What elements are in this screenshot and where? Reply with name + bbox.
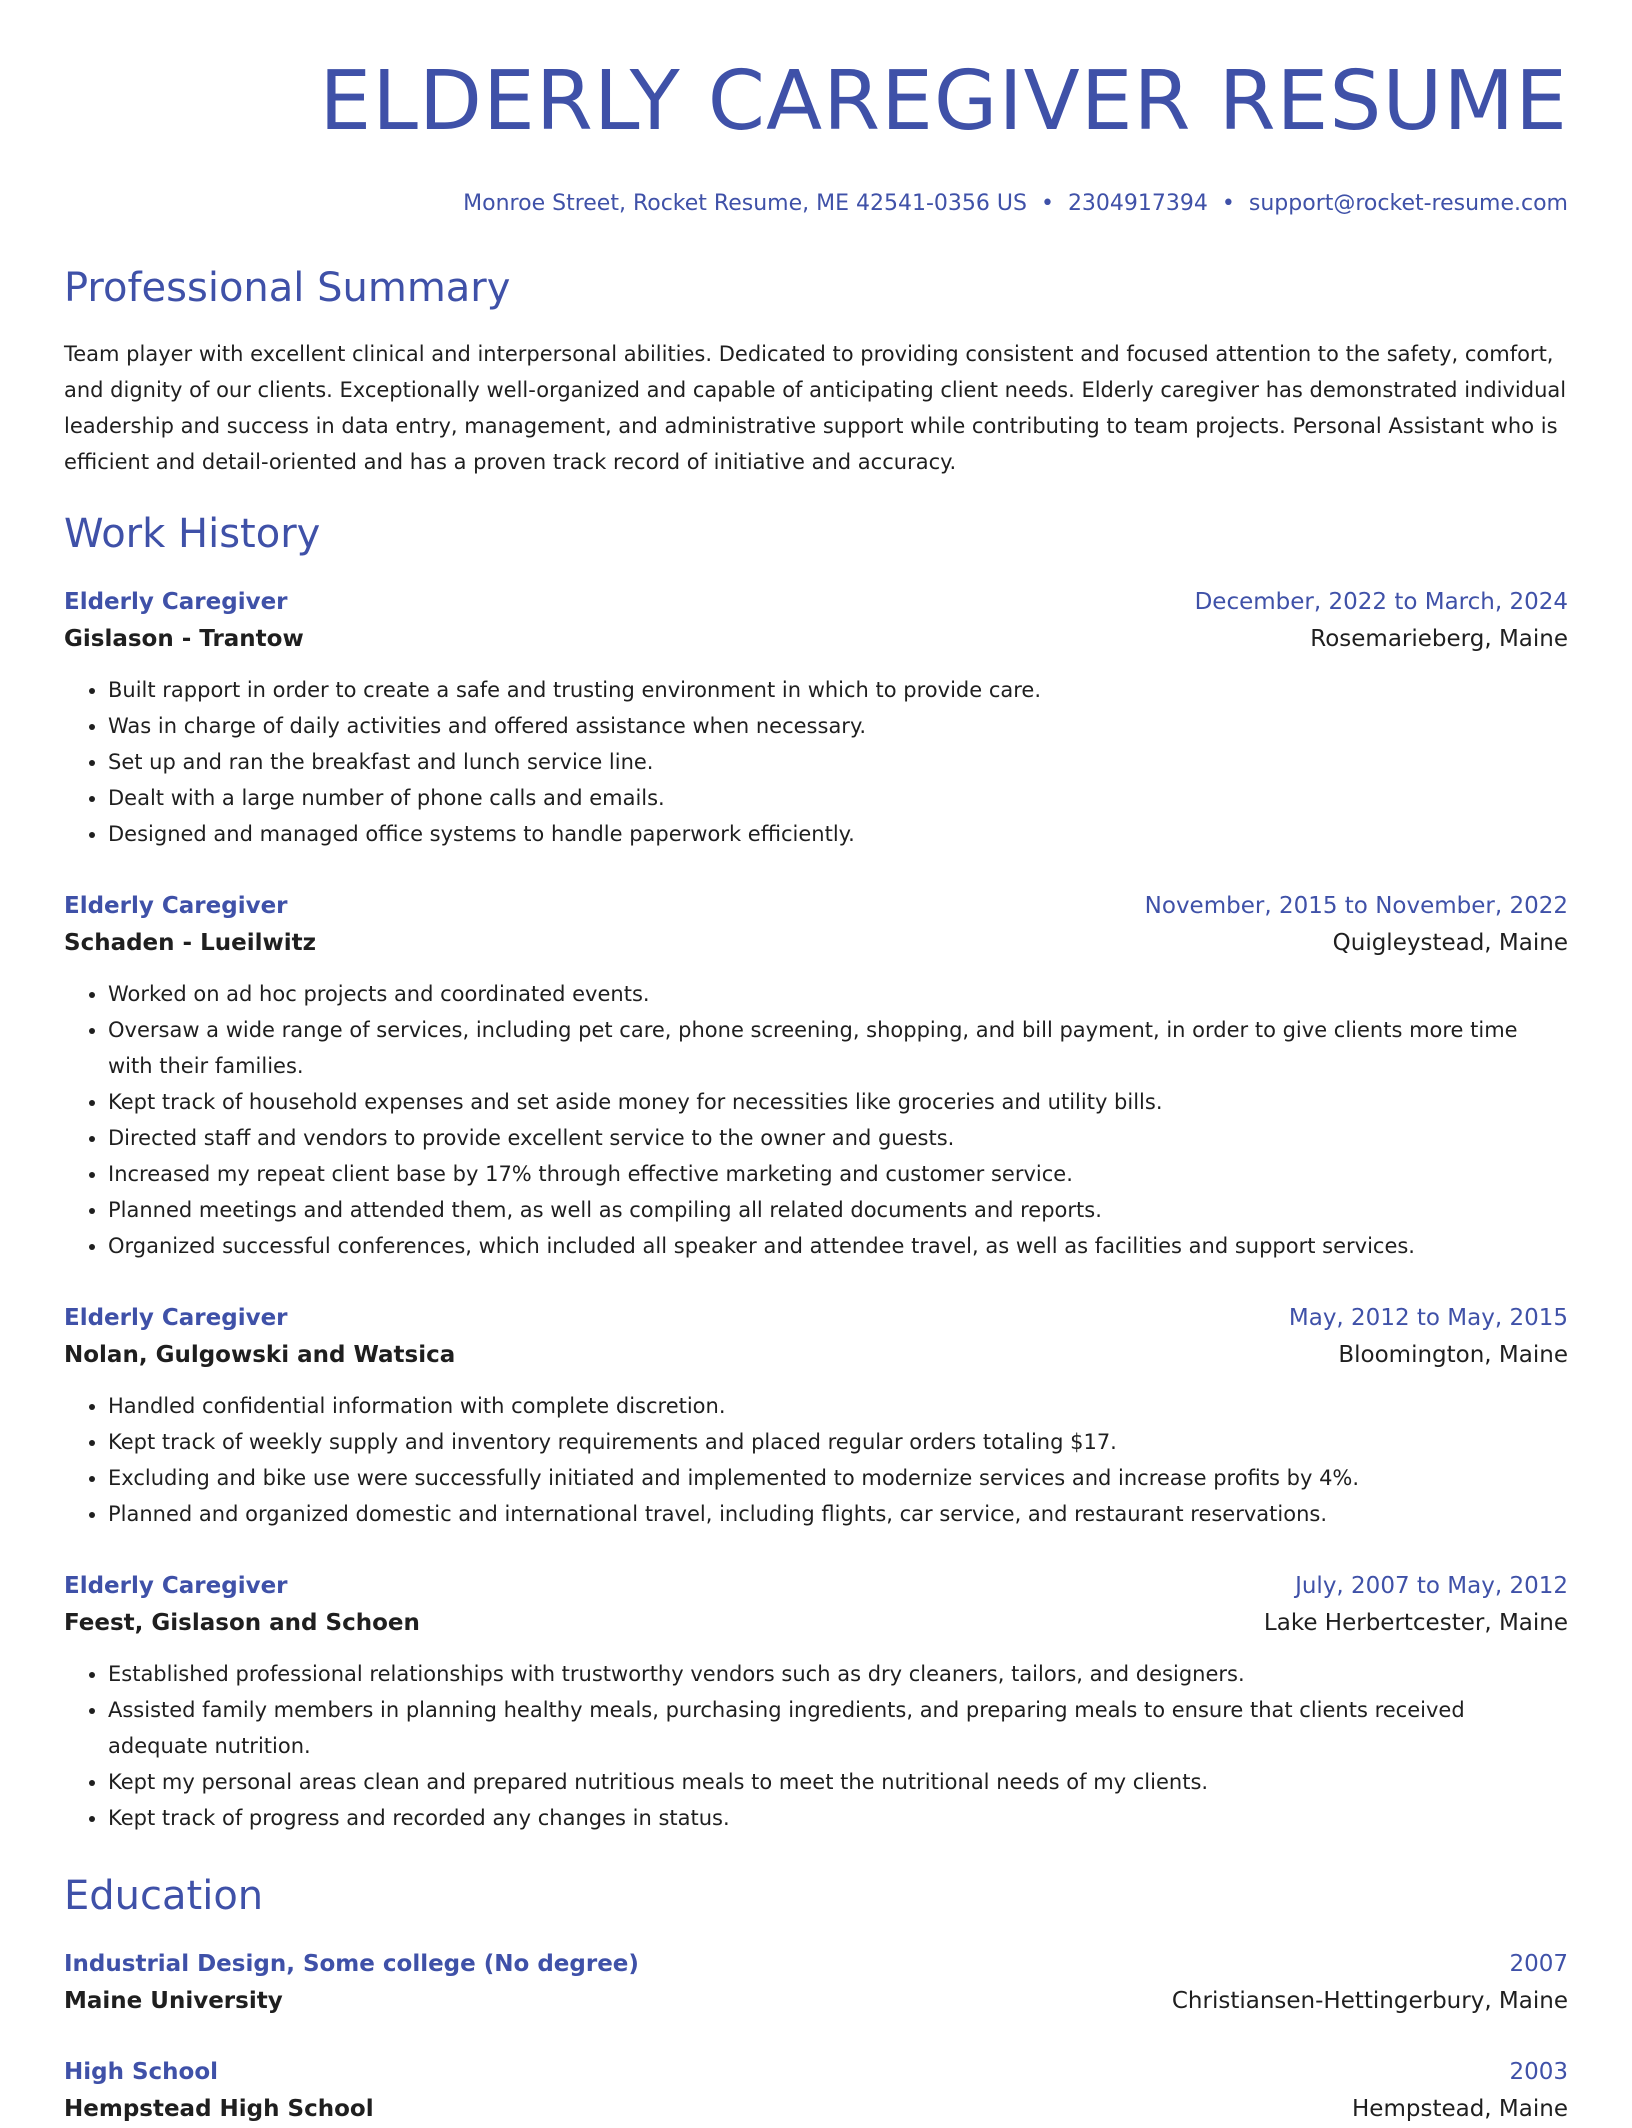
job-company: Schaden - Lueilwitz <box>64 930 317 956</box>
job-dates: July, 2007 to May, 2012 <box>1295 1573 1568 1599</box>
job-bullet-item: • Built rapport in order to create a safe and trusting environment in which to provide care. <box>108 672 1568 708</box>
education-entry <box>64 1946 1568 2020</box>
education-year: 2003 <box>1509 2059 1568 2085</box>
education-school-row <box>64 2090 1568 2128</box>
job-entry <box>64 584 1568 852</box>
resume-title: ELDERLY CAREGIVER RESUME <box>319 54 1568 149</box>
job-bullet-item: • Was in charge of daily activities and offered assistance when necessary. <box>108 708 1568 744</box>
job-bullet-item: • Set up and ran the breakfast and lunch service line. <box>108 744 1568 780</box>
job-bullet-item: • Kept track of progress and recorded any changes in status. <box>108 1800 1568 1836</box>
job-dates: November, 2015 to November, 2022 <box>1144 893 1568 919</box>
job-bullet-item: • Assisted family members in planning healthy meals, purchasing ingredients, and preparing meals to ensure that clients received adequate nutrition. <box>108 1692 1568 1764</box>
education-entry <box>64 2054 1568 2128</box>
contact-address: Monroe Street, Rocket Resume, ME 42541-0356 US <box>463 191 1027 216</box>
work-history-list <box>64 584 1568 1836</box>
job-bullet-item: • Kept track of household expenses and set aside money for necessities like groceries and utility bills. <box>108 1084 1568 1120</box>
education-degree: High School <box>64 2059 219 2085</box>
job-entry <box>64 1300 1568 1532</box>
education-heading: Education <box>64 1873 264 1919</box>
job-company-row <box>64 1604 1568 1642</box>
education-school: Hempstead High School <box>64 2096 374 2122</box>
job-dates: December, 2022 to March, 2024 <box>1194 589 1568 615</box>
job-bullet-item: • Directed staff and vendors to provide excellent service to the owner and guests. <box>108 1120 1568 1156</box>
job-bullet-item: • Designed and managed office systems to handle paperwork efficiently. <box>108 816 1568 852</box>
job-location: Quigleystead, Maine <box>1332 930 1568 956</box>
job-bullet-item: • Kept my personal areas clean and prepared nutritious meals to meet the nutritional needs of my clients. <box>108 1764 1568 1800</box>
contact-separator: • <box>1221 191 1235 216</box>
summary-text: Team player with excellent clinical and interpersonal abilities. Dedicated to providing consistent and focused attention to the safety, comfort, and dignity of our clients. Exceptionally well-organized and capable of anticipating client needs. Elderly caregiver has demonstrated individual leadership and success in data entry, management, and administrative support while contributing to team projects. Personal Assistant who is efficient and detail-oriented and has a proven track record of initiative and accuracy. <box>64 342 1567 474</box>
job-company: Gislason - Trantow <box>64 626 304 652</box>
job-bullets <box>64 976 1568 1264</box>
education-location: Christiansen-Hettingerbury, Maine <box>1171 1988 1568 2014</box>
job-company-row <box>64 924 1568 962</box>
education-location: Hempstead, Maine <box>1352 2096 1568 2122</box>
job-title: Elderly Caregiver <box>64 1305 288 1331</box>
job-location: Bloomington, Maine <box>1338 1342 1568 1368</box>
job-bullet-item: • Planned and organized domestic and international travel, including flights, car service, and restaurant reservations. <box>108 1496 1568 1532</box>
job-bullets <box>64 1656 1568 1836</box>
education-list <box>64 1946 1568 2128</box>
job-bullet-item: • Handled confidential information with complete discretion. <box>108 1388 1568 1424</box>
job-title: Elderly Caregiver <box>64 893 288 919</box>
education-degree: Industrial Design, Some college (No degree) <box>64 1951 639 1977</box>
job-header-row <box>64 584 1568 620</box>
job-bullet-item: • Organized successful conferences, which included all speaker and attendee travel, as well as facilities and support services. <box>108 1228 1568 1264</box>
job-bullet-item: • Established professional relationships with trustworthy vendors such as dry cleaners, tailors, and designers. <box>108 1656 1568 1692</box>
summary-heading: Professional Summary <box>64 265 511 311</box>
job-bullet-item: • Increased my repeat client base by 17% through effective marketing and customer service. <box>108 1156 1568 1192</box>
resume-page <box>64 0 1568 2128</box>
job-entry <box>64 1568 1568 1836</box>
job-bullet-item: • Dealt with a large number of phone calls and emails. <box>108 780 1568 816</box>
job-bullet-item: • Oversaw a wide range of services, including pet care, phone screening, shopping, and bill payment, in order to give clients more time with their families. <box>108 1012 1568 1084</box>
contact-line <box>64 188 1568 220</box>
contact-phone: 2304917394 <box>1067 191 1208 216</box>
job-dates: May, 2012 to May, 2015 <box>1288 1305 1568 1331</box>
job-header-row <box>64 1568 1568 1604</box>
job-company: Feest, Gislason and Schoen <box>64 1610 420 1636</box>
contact-email: support@rocket-resume.com <box>1248 191 1568 216</box>
education-header-row <box>64 1946 1568 1982</box>
job-bullet-item: • Planned meetings and attended them, as well as compiling all related documents and reports. <box>108 1192 1568 1228</box>
job-bullets <box>64 1388 1568 1532</box>
job-location: Lake Herbertcester, Maine <box>1263 1610 1568 1636</box>
contact-separator: • <box>1040 191 1054 216</box>
job-company-row <box>64 620 1568 658</box>
job-company-row <box>64 1336 1568 1374</box>
job-entry <box>64 888 1568 1264</box>
education-school-row <box>64 1982 1568 2020</box>
job-header-row <box>64 888 1568 924</box>
job-bullet-item: • Excluding and bike use were successfully initiated and implemented to modernize services and increase profits by 4%. <box>108 1460 1568 1496</box>
job-header-row <box>64 1300 1568 1336</box>
job-bullet-item: • Kept track of weekly supply and inventory requirements and placed regular orders totaling $17. <box>108 1424 1568 1460</box>
education-header-row <box>64 2054 1568 2090</box>
education-year: 2007 <box>1509 1951 1568 1977</box>
education-school: Maine University <box>64 1988 283 2014</box>
job-company: Nolan, Gulgowski and Watsica <box>64 1342 456 1368</box>
job-title: Elderly Caregiver <box>64 1573 288 1599</box>
job-bullet-item: • Worked on ad hoc projects and coordinated events. <box>108 976 1568 1012</box>
job-title: Elderly Caregiver <box>64 589 288 615</box>
job-bullets <box>64 672 1568 852</box>
work-history-heading: Work History <box>64 511 321 557</box>
job-location: Rosemarieberg, Maine <box>1310 626 1568 652</box>
